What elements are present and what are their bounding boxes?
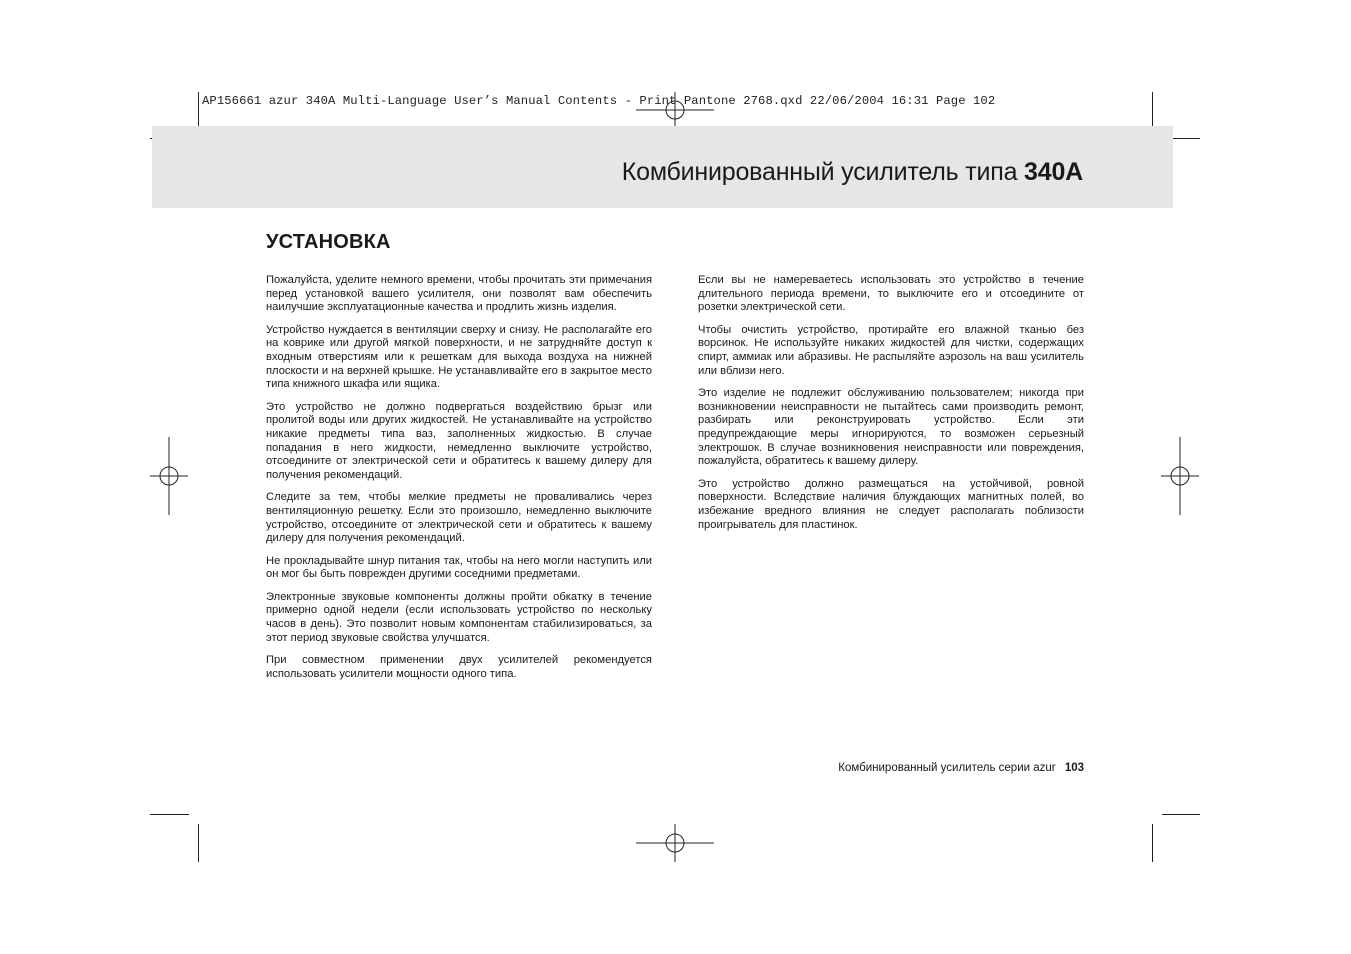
registration-mark-right-icon <box>1161 437 1201 517</box>
crop-mark-bl-v <box>198 824 199 862</box>
page-title-model: 340A <box>1024 158 1083 186</box>
paragraph: Не прокладывайте шнур питания так, чтобы на него могли наступить или он мог бы быть поврежден другими соседними предметами. <box>266 554 652 581</box>
registration-mark-left-icon <box>150 437 190 517</box>
paragraph: Это устройство должно размещаться на устойчивой, ровной поверхности. Вследствие наличия блуждающих магнитных полей, во избежание вредного влияния не следует располагать поблизости проигрыватель для пластинок. <box>698 477 1084 531</box>
page-number: 103 <box>1064 762 1084 774</box>
paragraph: Пожалуйста, уделите немного времени, чтобы прочитать эти примечания перед установкой вашего усилителя, они позволят вам обеспечить наилучшие эксплуатационные качества и продлить жизнь изделия. <box>266 274 652 314</box>
right-column <box>698 274 1084 541</box>
header-banner <box>152 126 1173 208</box>
paragraph: Чтобы очистить устройство, протирайте его влажной тканью без ворсинок. Не используйте никаких жидкостей для чистки, содержащих спирт, аммиак или абразивы. Не распыляйте аэрозоль на ваш усилитель или вблизи него. <box>698 323 1084 377</box>
paragraph: Электронные звуковые компоненты должны пройти обкатку в течение примерно одной недели (если использовать устройство по нескольку часов в день). Это позволит новым компонентам стабилизироваться, за этот период звуковые свойства улучшатся. <box>266 590 652 644</box>
section-heading: УСТАНОВКА <box>266 231 391 253</box>
paragraph: При совместном применении двух усилителей рекомендуется использовать усилители мощности одного типа. <box>266 654 652 680</box>
print-slug: AP156661 azur 340A Multi-Language User’s Manual Contents - Print Pantone 2768.qxd 22/06/2004 16:31 Page 102 <box>202 94 996 108</box>
footer-text: Комбинированный усилитель серии azur <box>838 762 1056 774</box>
paragraph: Это устройство не должно подвергаться воздействию брызг или пролитой воды или других жидкостей. Не устанавливайте на устройство никакие предметы типа ваз, заполненных жидкостью. В случае попадания в него жидкости, немедленно выключите устройство, отсоедините от электрической сети и обратитесь к вашему дилеру для получения рекомендаций. <box>266 400 652 481</box>
page-footer <box>838 762 1084 774</box>
crop-mark-br-h <box>1162 814 1200 815</box>
paragraph: Если вы не намереваетесь использовать это устройство в течение длительного периода времени, то выключите его и отсоедините от розетки электрической сети. <box>698 274 1084 314</box>
registration-mark-bottom-icon <box>636 824 716 864</box>
page-title-text: Комбинированный усилитель типа <box>621 158 1018 186</box>
page-title <box>622 158 1083 187</box>
crop-mark-br-v <box>1152 824 1153 862</box>
paragraph: Это изделие не подлежит обслуживанию пользователем; никогда при возникновении неисправности не пытайтесь сами производить ремонт, разбирать или реконструировать устройство. Если эти предупреждающие меры игнорируются, то возможен серьезный электрошок. В случае возникновения неисправности или повреждения, пожалуйста, обратитесь к вашему дилеру. <box>698 387 1084 468</box>
left-column <box>266 274 652 690</box>
crop-mark-bl-h <box>150 814 189 815</box>
crop-mark-tl-v <box>198 92 199 130</box>
paragraph: Устройство нуждается в вентиляции сверху и снизу. Не располагайте его на коврике или другой мягкой поверхности, и не затрудняйте доступ к входным отверстиям или к решеткам для выхода воздуха на нижней плоскости и на верхней крышке. Не устанавливайте его в закрытое место типа книжного шкафа или ящика. <box>266 323 652 391</box>
paragraph: Следите за тем, чтобы мелкие предметы не проваливались через вентиляционную решетку. Если это произошло, немедленно выключите устройство, отсоедините от электрической сети и обратитесь к вашему дилеру для получения рекомендаций. <box>266 491 652 545</box>
crop-mark-tr-v <box>1152 92 1153 130</box>
